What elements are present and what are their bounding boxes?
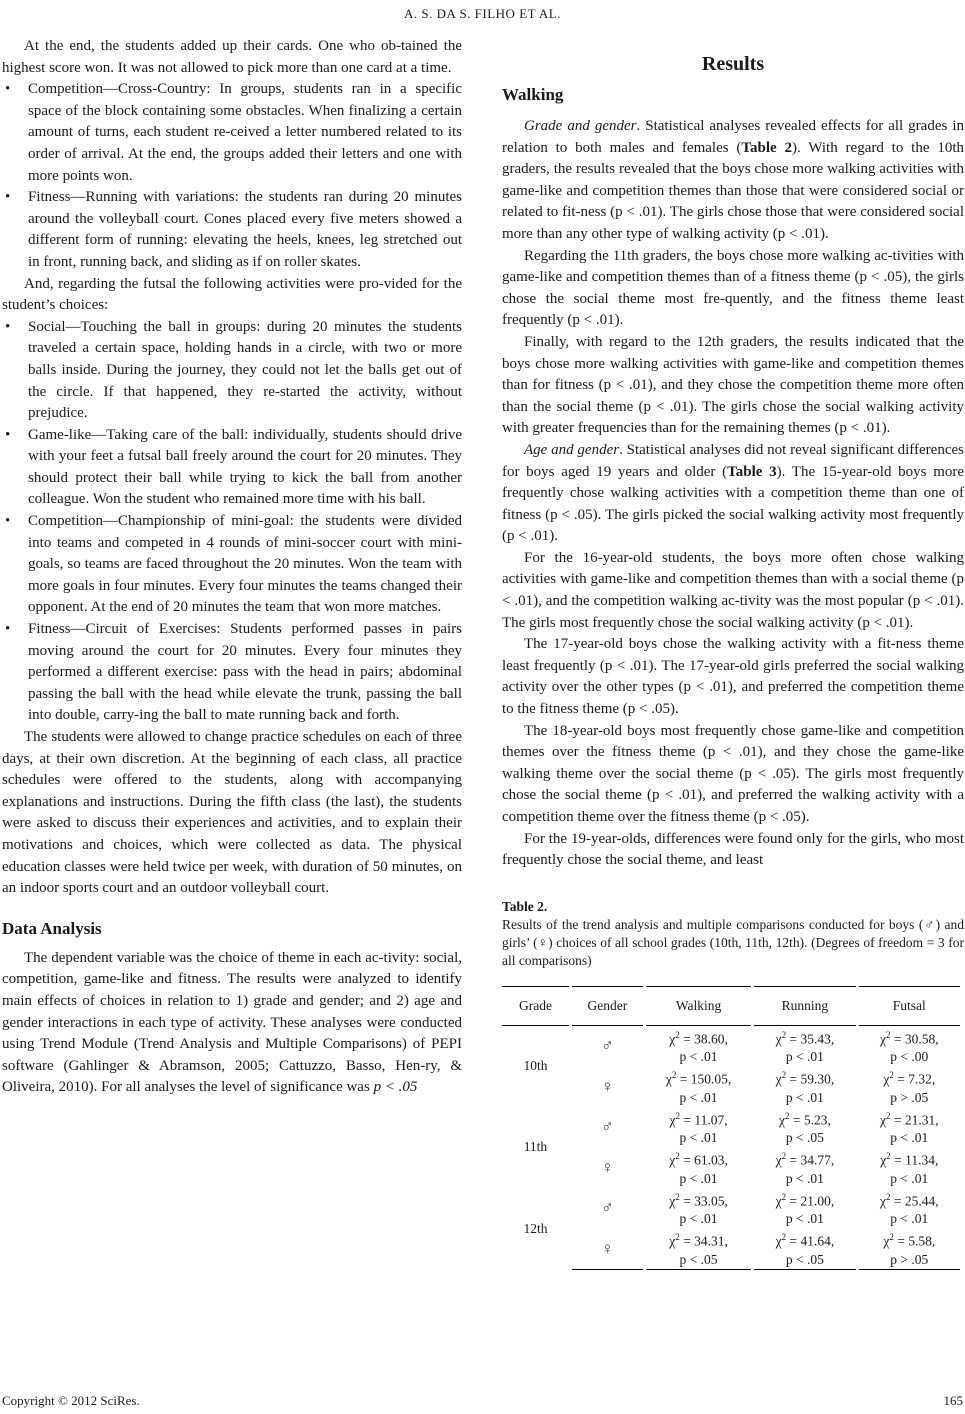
p-value: p < .01 bbox=[679, 1211, 718, 1227]
paragraph: The 18-year-old boys most frequently chose game-like and competition themes over the fitness theme (p < .01), and they chose the game-like walking theme over the social theme (p < .05). The girls most frequently chose the social theme (p < .01), and preferred the walking activity with a competition theme over the fitness theme (p < .05). bbox=[502, 722, 964, 825]
running-header: A. S. DA S. FILHO ET AL. bbox=[404, 6, 561, 21]
male-symbol-icon: ♂ bbox=[600, 1117, 614, 1137]
p-value: p < .01 bbox=[890, 1130, 929, 1146]
stat-cell bbox=[859, 1107, 960, 1148]
stat-cell bbox=[754, 1188, 855, 1229]
paragraph: For the 16-year-old students, the boys more often chose walking activities with game-like and competition themes than with a social theme (p < .01), and the competition walking ac-tivity was the most popular (p < .01). The girls most frequently chose the social walking activity (p < .01). bbox=[502, 549, 964, 631]
stat-cell bbox=[754, 1147, 855, 1188]
p-value: p < .01 bbox=[679, 1049, 718, 1065]
table-caption bbox=[502, 898, 964, 970]
bullet-icon: • bbox=[5, 621, 11, 638]
male-symbol-icon: ♂ bbox=[600, 1198, 614, 1218]
chi-square-value: $\chi^2 = 38.60$, bbox=[669, 1029, 728, 1047]
stat-cell bbox=[646, 1026, 751, 1067]
chi-square-value: $\chi^2 = 150.05$, bbox=[665, 1070, 732, 1087]
p-value: p < .01 bbox=[785, 1089, 824, 1105]
stat-cell bbox=[754, 1026, 855, 1067]
paragraph: Grade and gender. Statistical analyses revealed effects for all grades in relation to both males and females (Table 2). With regard to the 10th graders, the results revealed that the boys chose more walking activities with game-like and competition themes than those that were considered social or related to fit-ness (p < .01). The girls chose those that were considered social more than any other type of walking activity (p < .01). bbox=[502, 118, 964, 242]
copyright: Copyright © 2012 SciRes. bbox=[2, 1393, 140, 1408]
stat-cell bbox=[646, 1228, 751, 1270]
stat-cell bbox=[859, 1228, 960, 1270]
table-header: Grade bbox=[502, 986, 569, 1026]
p-value: p > .05 bbox=[890, 1251, 929, 1267]
list-item: • Competition—Cross-Country: In groups, students ran in a specific space of the block containing some obstacles. When finalizing a certain amount of turns, each student re-ceived a letter numbered related to its order of arrival. At the end, the groups added their letters and one with more points won. bbox=[2, 79, 462, 187]
bullet-icon: • bbox=[5, 513, 11, 530]
p-value: p < .01 bbox=[679, 1130, 718, 1146]
chi-square-value: $\chi^2 = 34.31$, bbox=[669, 1232, 728, 1249]
male-symbol-icon: ♂ bbox=[600, 1036, 614, 1056]
stat-cell bbox=[754, 1066, 855, 1107]
chi-square-value: $\chi^2 = 5.58$, bbox=[883, 1232, 936, 1249]
table-row bbox=[502, 1026, 960, 1067]
p-value: p < .01 bbox=[890, 1211, 929, 1227]
p-value: p < .01 bbox=[679, 1170, 718, 1186]
list-item: • Game-like—Taking care of the ball: individually, students should drive with your feet a futsal ball freely around the court for 20 minutes. They should protect their ball while trying to kick the ball from another colleague. Won the student who remained more time with his ball. bbox=[2, 425, 462, 511]
p-value: p < .00 bbox=[890, 1049, 929, 1065]
paragraph: Finally, with regard to the 12th graders, the results indicated that the boys chose more walking activities with game-like and competition themes than for fitness (p < .01), and they chose the competition theme more often than the social theme (p < .01). The girls chose the social walking activity with greater frequencies than for the remaining themes (p < .01). bbox=[502, 333, 964, 437]
bullet-icon: • bbox=[5, 426, 11, 443]
table-row bbox=[502, 1107, 960, 1148]
list-item: • Social—Touching the ball in groups: during 20 minutes the students traveled a certain space, holding hands in a circle, with two or more balls inside. During the journey, they could not let the balls get out of the circle. If that happened, they re-started the activity, without prejudice. bbox=[2, 317, 462, 425]
female-symbol-icon: ♀ bbox=[572, 1228, 643, 1270]
p-value: p < .05 bbox=[785, 1130, 824, 1146]
bullet-icon: • bbox=[5, 318, 11, 335]
p-value: p < .05 bbox=[785, 1251, 824, 1267]
p-value: p < .01 bbox=[785, 1170, 824, 1186]
stat-cell bbox=[859, 1188, 960, 1229]
stat-cell bbox=[646, 1107, 751, 1148]
paragraph: The dependent variable was the choice of theme in each ac-tivity: social, competition, game-like and fitness. The results were analyzed to identify main effects of choices in relation to 1) grade and gender; and 2) age and gender interactions in each type of activity. These analyses were conducted using Trend Module (Trend Analysis and Multiple Comparisons) of PEPI software (Gahlinger & Abramson, 2005; Cattuzzo, Basso, Hen-ry, & Oliveira, 2010). For all analyses the level of significance was p < .05 bbox=[2, 949, 462, 1096]
table-header: Walking bbox=[646, 986, 751, 1026]
stat-cell bbox=[754, 1107, 855, 1148]
section-heading: Data Analysis bbox=[2, 918, 102, 938]
chi-square-value: $\chi^2 = 30.58$, bbox=[879, 1029, 939, 1047]
stat-cell bbox=[646, 1147, 751, 1188]
paragraph: And, regarding the futsal the following activities were pro-vided for the student’s choices: bbox=[2, 275, 462, 314]
table-row bbox=[502, 1066, 960, 1107]
list-item: • Fitness—Circuit of Exercises: Students performed passes in pairs moving around the court for 20 minutes. Every four minutes they performed a different exercise: pass with the head in pairs; abdominal passing the ball with the head while elevate the trunk, passing the ball into double, carry-ing the ball to mate running back and forth. bbox=[2, 619, 462, 727]
subsection-heading: Walking bbox=[502, 85, 564, 104]
chi-square-value: $\chi^2 = 41.64$, bbox=[775, 1232, 835, 1249]
female-symbol-icon: ♀ bbox=[600, 1076, 614, 1096]
table-header: Gender bbox=[572, 986, 643, 1026]
table-row bbox=[502, 1188, 960, 1229]
chi-square-value: $\chi^2 = 25.44$, bbox=[879, 1191, 939, 1209]
grade-cell: 10th bbox=[523, 1058, 548, 1074]
list-item: • Fitness—Running with variations: the students ran during 20 minutes around the volleyball court. Cones placed every five meters showed a different form of running: elevating the heels, knees, leg stretched out in front, running back, and sliding as if on roller skates. bbox=[2, 187, 462, 273]
list-item: • Competition—Championship of mini-goal: the students were divided into teams and competed in 4 rounds of mini-soccer court with mini-goals, so teams are faced throughout the 20 minutes. Won the team with more goals in four minutes. Every four minutes the teams changed their opponent. At the end of 20 minutes the team that won more matches. bbox=[2, 511, 462, 619]
paragraph: At the end, the students added up their cards. One who ob-tained the highest score won. It was not allowed to pick more than one card at a time. bbox=[2, 38, 462, 76]
paragraph: Age and gender. Statistical analyses did not reveal significant differences for boys aged 19 years and older (Table 3). The 15-year-old boys more frequently chose walking activities with a competition theme than one of fitness (p < .05). The girls picked the social walking activity most frequently (p < .01). bbox=[502, 441, 965, 545]
p-value: p < .01 bbox=[785, 1211, 824, 1227]
chi-square-value: $\chi^2 = 34.77$, bbox=[775, 1151, 835, 1168]
paragraph: Regarding the 11th graders, the boys chose more walking ac-tivities with game-like and competition themes than of a fitness theme (p < .05), the girls chose the social theme most fre-quently, and the fitness theme least frequently (p < .01). bbox=[502, 247, 964, 329]
chi-square-value: $\chi^2 = 11.34$, bbox=[880, 1151, 939, 1168]
stat-cell bbox=[859, 1026, 960, 1067]
chi-square-value: $\chi^2 = 59.30$, bbox=[775, 1070, 835, 1087]
chi-square-value: $\chi^2 = 33.05$, bbox=[669, 1191, 728, 1209]
table-header: Running bbox=[754, 986, 855, 1026]
p-value: p < .01 bbox=[785, 1049, 824, 1065]
table-header: Futsal bbox=[859, 986, 960, 1026]
table-title: Table 2. bbox=[502, 898, 548, 914]
p-value: p < .05 bbox=[679, 1251, 718, 1267]
paragraph: For the 19-year-olds, differences were found only for the girls, who most frequently chose the social theme, and least bbox=[502, 830, 964, 869]
bullet-icon: • bbox=[5, 81, 11, 98]
chi-square-value: $\chi^2 = 61.03$, bbox=[669, 1151, 728, 1168]
paragraph: The students were allowed to change practice schedules on each of three days, at their own discretion. At the beginning of each class, all practice schedules were offered to the students, along with accompanying explanations and instructions. During the fifth class (the last), the students were asked to discuss their experiences and activities, and to explain their motivations and choices, which were collected as data. The physical education classes were held twice per week, with duration of 50 minutes, on an indoor sports court and an outdoor volleyball court. bbox=[2, 729, 462, 897]
bullet-icon: • bbox=[5, 189, 11, 206]
stat-cell bbox=[859, 1066, 960, 1107]
table-row bbox=[502, 1228, 960, 1270]
left-column bbox=[2, 36, 462, 1099]
table-description: Results of the trend analysis and multiple comparisons conducted for boys (♂) and girls’ (♀) choices of all school grades (10th, 11th, 12th). (Degrees of freedom = 3 for all comparisons) bbox=[502, 916, 964, 968]
p-value: p < .01 bbox=[890, 1170, 929, 1186]
table-row bbox=[502, 1147, 960, 1188]
paragraph: The 17-year-old boys chose the walking activity with a fit-ness theme least frequently (p < .01). The 17-year-old girls preferred the social walking activity over the other types (p < .01), and preferred the competition theme to the fitness theme (p < .05). bbox=[502, 636, 964, 718]
right-column bbox=[502, 36, 964, 1270]
grade-cell: 12th bbox=[523, 1220, 548, 1236]
stat-cell bbox=[646, 1188, 751, 1229]
stat-cell bbox=[754, 1228, 855, 1270]
results-table bbox=[499, 986, 963, 1270]
chi-square-value: $\chi^2 = 11.07$, bbox=[669, 1110, 728, 1128]
p-value: p < .01 bbox=[679, 1089, 718, 1105]
grade-cell: 11th bbox=[523, 1139, 548, 1155]
chi-square-value: $\chi^2 = 21.31$, bbox=[879, 1110, 939, 1128]
page-number: 165 bbox=[943, 1393, 963, 1408]
stat-cell bbox=[859, 1147, 960, 1188]
chi-square-value: $\chi^2 = 5.23$, bbox=[778, 1110, 831, 1128]
section-heading: Results bbox=[701, 53, 765, 75]
stat-cell bbox=[646, 1066, 751, 1107]
chi-square-value: $\chi^2 = 35.43$, bbox=[775, 1029, 835, 1047]
female-symbol-icon: ♀ bbox=[600, 1157, 614, 1177]
chi-square-value: $\chi^2 = 21.00$, bbox=[775, 1191, 835, 1209]
chi-square-value: $\chi^2 = 7.32$, bbox=[883, 1070, 936, 1087]
p-value: p > .05 bbox=[890, 1089, 929, 1105]
